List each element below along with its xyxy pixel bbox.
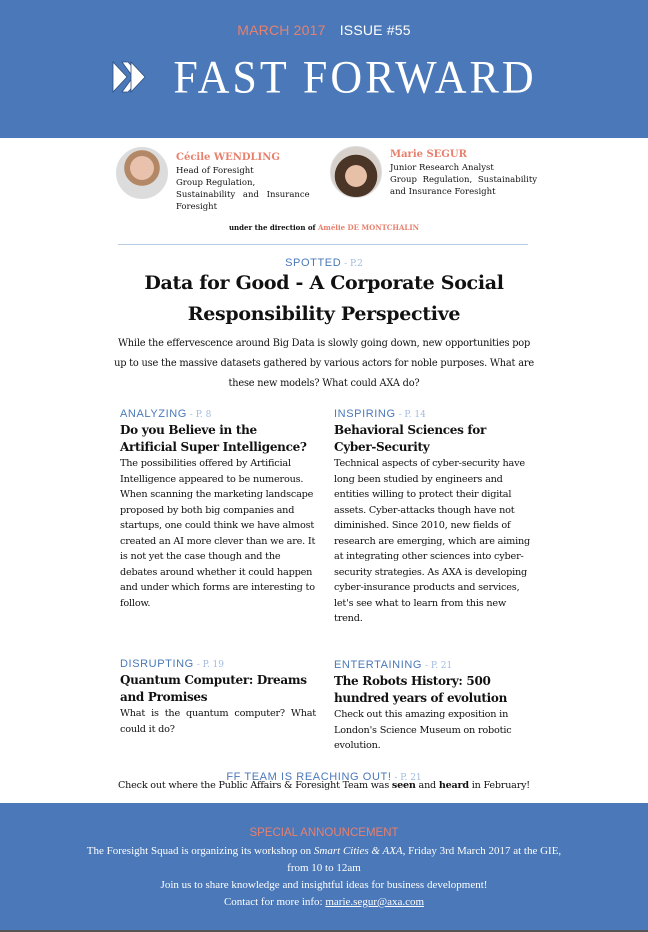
article-body: What is the quantum computer? What could it do?	[120, 708, 316, 735]
author-info	[176, 146, 310, 213]
author-card	[116, 146, 316, 213]
author-info	[390, 146, 537, 198]
team-text-emphasis: seen	[391, 780, 416, 791]
article-body: Check out this amazing exposition in London's Science Museum on robotic evolution.	[334, 709, 512, 751]
announcement-line: , Friday 3rd March 2017 at the GIE,	[402, 845, 562, 857]
article-body: The possibilities offered by Artificial Intelligence appeared to be numerous. When scanning the marketing landscape proposed by both big companies and startups, one could think we have almost created an AI more clever than we are. It is not yet the case though and the debates around whether it could happen and under which forms are interesting to follow.	[120, 458, 316, 609]
article-body: Technical aspects of cyber-security have long been studied by engineers and entities willing to protect their digital assets. Cyber-attacks though have not diminished. Since 2010, new fields of research are emerging, which are aiming at integrating other sciences into cyber-security strategies. As AXA is developing cyber-insurance products and services, let's see what to learn from this new trend.	[334, 458, 531, 624]
article-title[interactable]: The Robots History: 500 hundred years of evolution	[334, 674, 507, 705]
article-card	[120, 402, 316, 611]
team-text	[0, 780, 648, 791]
author-name: Cécile WENDLING	[176, 152, 280, 163]
article-card	[334, 653, 530, 754]
section-label: FF TEAM IS REACHING OUT!	[226, 771, 392, 783]
feature-title[interactable]: Data for Good - A Corporate Social Responsibility Perspective	[144, 272, 504, 325]
fast-forward-icon	[111, 58, 151, 96]
author-dept: and Insurance Foresight	[390, 187, 496, 197]
section-label: DISRUPTING	[120, 658, 194, 670]
announcement-text	[20, 843, 628, 911]
contact-prefix: Contact for more info:	[223, 896, 326, 908]
section-label: SPOTTED	[285, 257, 342, 269]
issue-line	[0, 22, 648, 38]
team-text-part: in February!	[468, 780, 530, 791]
article-title[interactable]: Quantum Computer: Dreams and Promises	[120, 673, 307, 704]
announcement-banner	[0, 803, 648, 916]
announcement-line: Join us to share knowledge and insightful ideas for business development!	[160, 879, 488, 891]
author-name: Marie SEGUR	[390, 149, 467, 160]
direction-prefix: under the direction of	[228, 223, 316, 232]
contact-email-link[interactable]: marie.segur@axa.com	[325, 896, 425, 908]
page-reference[interactable]: - P. 21	[391, 773, 422, 783]
team-text-part: Check out where the Public Affairs & Foresight Team was	[118, 780, 392, 791]
avatar	[330, 146, 382, 198]
author-dept: Foresight	[176, 202, 218, 212]
issue-date: MARCH 2017	[237, 22, 326, 38]
article-card	[334, 402, 530, 627]
team-text-part: and	[415, 780, 439, 791]
article-title[interactable]: Do you Believe in the Artificial Super Intelligence?	[120, 423, 307, 454]
announcement-label: SPECIAL ANNOUNCEMENT	[249, 827, 399, 839]
bottom-bar	[0, 916, 648, 932]
feature-intro: While the effervescence around Big Data is slowly going down, new opportunities pop up to use the massive datasets gathered by various actors for noble purposes. What are these new models? What could AXA do?	[114, 338, 534, 389]
page-reference[interactable]: - P.2	[341, 259, 363, 269]
article-card	[120, 652, 316, 737]
direction-line	[0, 223, 648, 232]
article-title[interactable]: Behavioral Sciences for Cyber-Security	[334, 423, 487, 454]
section-label: ANALYZING	[120, 408, 187, 420]
section-label: ENTERTAINING	[334, 659, 423, 671]
announcement-line: from 10 to 12am	[287, 862, 361, 874]
newsletter-header	[0, 0, 648, 138]
page-reference[interactable]: - P. 21	[422, 661, 453, 671]
team-text-emphasis: heard	[438, 780, 469, 791]
brand	[0, 52, 648, 102]
page-reference[interactable]: - P. 14	[395, 410, 426, 420]
workshop-name: Smart Cities & AXA	[313, 845, 403, 857]
author-role: Head of Foresight	[176, 166, 254, 176]
announcement-line: The Foresight Squad is organizing its workshop on	[86, 845, 314, 857]
author-dept: Group Regulation,	[176, 178, 256, 188]
author-dept: Group Regulation, Sustainability	[390, 175, 538, 185]
page-reference[interactable]: - P. 8	[186, 410, 212, 420]
authors-section	[116, 146, 536, 221]
issue-number: ISSUE #55	[339, 22, 411, 38]
author-dept: Sustainability and Insurance	[176, 190, 310, 200]
page-reference[interactable]: - P. 19	[193, 660, 225, 670]
divider	[118, 244, 528, 245]
director-name: Amélie DE MONTCHALIN	[318, 223, 420, 232]
author-role: Junior Research Analyst	[390, 163, 494, 173]
author-card	[330, 146, 540, 198]
section-label: INSPIRING	[334, 408, 396, 420]
avatar	[116, 147, 168, 199]
newsletter-title: FAST FORWARD	[173, 51, 537, 103]
